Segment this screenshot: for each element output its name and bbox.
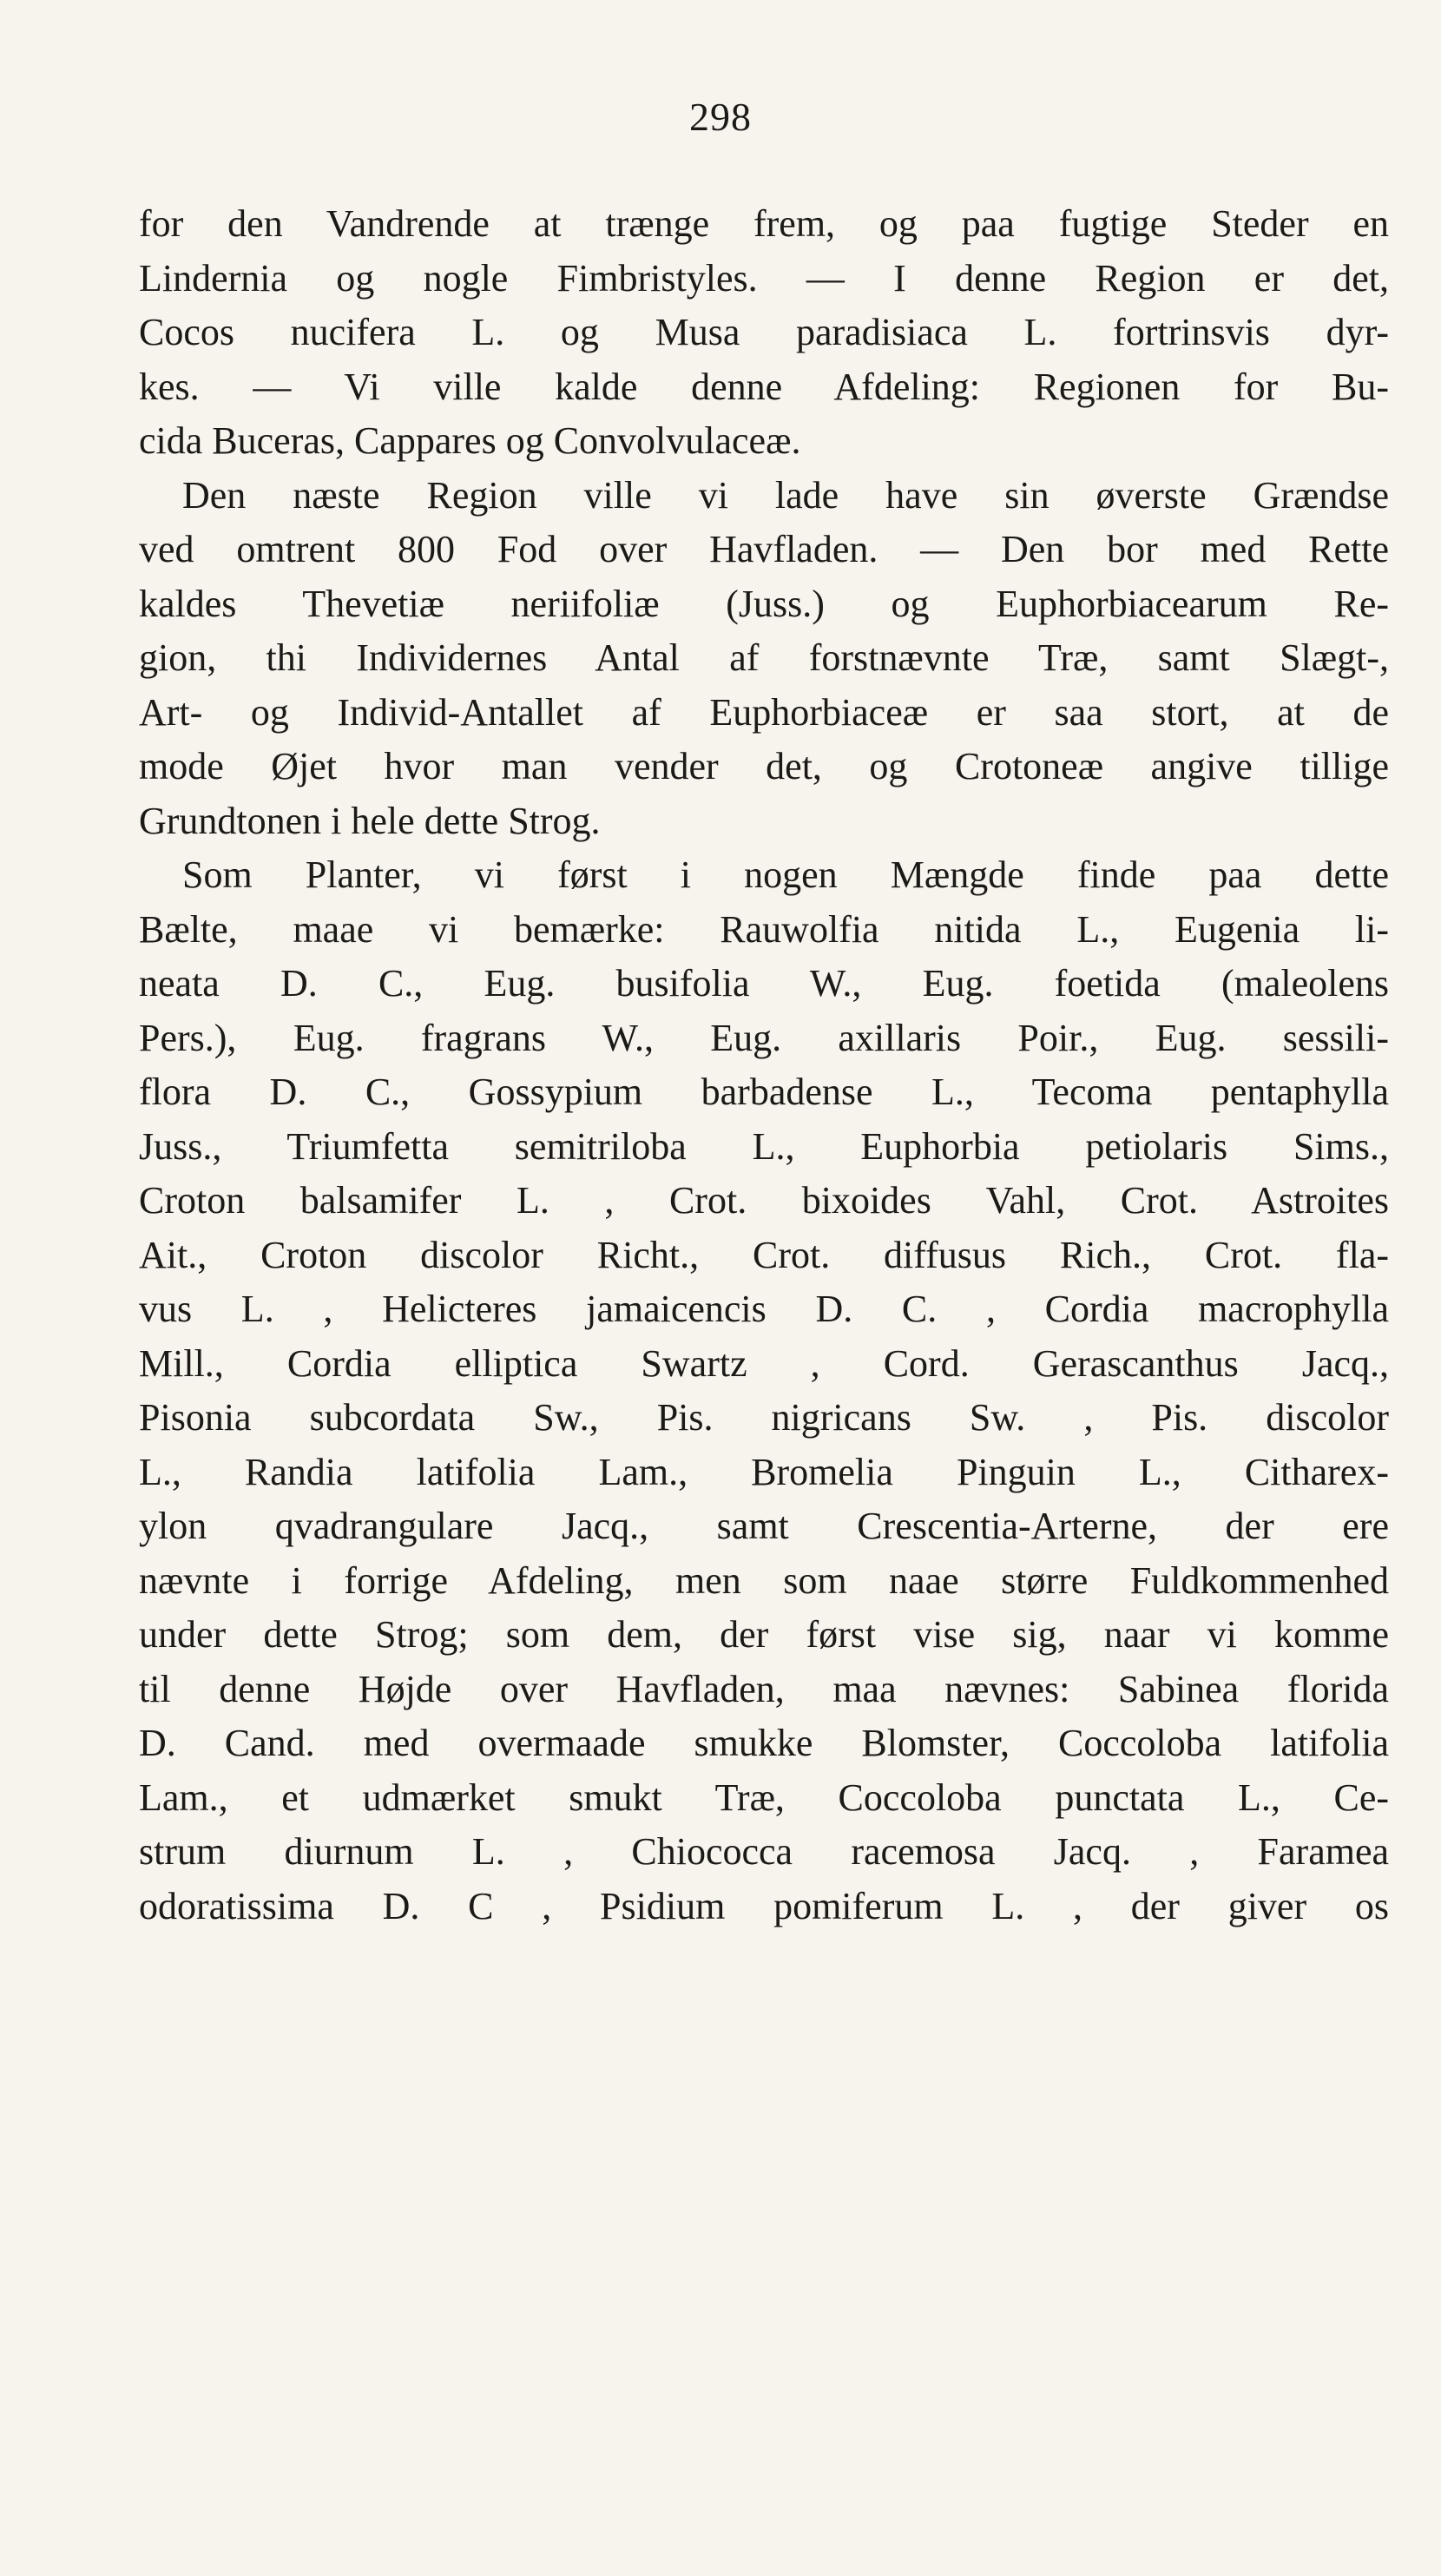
text-line: ved omtrent 800 Fod over Havfladen. — Den bor med Rette [139, 528, 1389, 570]
text-line: for den Vandrende at trænge frem, og paa fugtige Steder en [139, 202, 1389, 245]
text-line: Juss., Triumfetta semitriloba L., Euphorbia petiolaris Sims., [139, 1124, 1389, 1168]
text-line: cida Buceras, Cappares og Convolvulaceæ. [139, 419, 801, 462]
text-line: Cocos nucifera L. og Musa paradisiaca L. fortrinsvis dyr- [139, 311, 1389, 353]
text-line: Den næste Region ville vi lade have sin øverste Grændse [182, 473, 1389, 517]
text-line: Lam., et udmærket smukt Træ, Coccoloba punctata L., Ce- [139, 1776, 1389, 1819]
text-line: Mill., Cordia elliptica Swartz , Cord. Gerascanthus Jacq., [139, 1341, 1389, 1385]
text-line: mode Øjet hvor man vender det, og Crotoneæ angive tillige [139, 745, 1389, 787]
text-line: Som Planter, vi først i nogen Mængde finde paa dette [182, 853, 1389, 896]
text-line: gion, thi Individernes Antal af forstnævnte Træ, samt Slægt-, [139, 636, 1389, 679]
text-line: kes. — Vi ville kalde denne Afdeling: Regionen for Bu- [139, 365, 1389, 408]
text-line: neata D. C., Eug. busifolia W., Eug. foetida (maleolens [139, 962, 1389, 1005]
text-line: under dette Strog; som dem, der først vise sig, naar vi komme [139, 1613, 1389, 1656]
text-line: Pisonia subcordata Sw., Pis. nigricans Sw. , Pis. discolor [139, 1396, 1389, 1439]
text-line: Croton balsamifer L. , Crot. bixoides Vahl, Crot. Astroites [139, 1179, 1389, 1222]
text-line: L., Randia latifolia Lam., Bromelia Pinguin L., Citharex- [139, 1450, 1389, 1493]
text-line: Pers.), Eug. fragrans W., Eug. axillaris Poir., Eug. sessili- [139, 1016, 1389, 1059]
text-line: D. Cand. med overmaade smukke Blomster, Coccoloba latifolia [139, 1722, 1389, 1764]
body-text [139, 197, 1389, 1934]
text-line: odoratissima D. C , Psidium pomiferum L. , der giver os [139, 1884, 1389, 1927]
text-line: vus L. , Helicteres jamaicencis D. C. , Cordia macrophylla [139, 1288, 1389, 1330]
text-line: Ait., Croton discolor Richt., Crot. diffusus Rich., Crot. fla- [139, 1233, 1389, 1276]
text-line: strum diurnum L. , Chiococca racemosa Jacq. , Faramea [139, 1830, 1389, 1873]
text-line: Art- og Individ-Antallet af Euphorbiaceæ er saa stort, at de [139, 690, 1389, 734]
text-line: til denne Højde over Havfladen, maa nævnes: Sabinea florida [139, 1667, 1389, 1710]
text-line: nævnte i forrige Afdeling, men som naae større Fuldkommenhed [139, 1558, 1389, 1602]
text-line: ylon qvadrangulare Jacq., samt Crescentia-Arterne, der ere [139, 1505, 1389, 1547]
text-line: Bælte, maae vi bemærke: Rauwolfia nitida L., Eugenia li- [139, 907, 1389, 951]
text-line: kaldes Thevetiæ neriifoliæ (Juss.) og Euphorbiacearum Re- [139, 582, 1389, 625]
page-number: 298 [689, 95, 752, 139]
text-line: flora D. C., Gossypium barbadense L., Tecoma pentaphylla [139, 1071, 1389, 1113]
text-line: Lindernia og nogle Fimbristyles. — I denne Region er det, [139, 256, 1389, 300]
text-line: Grundtonen i hele dette Strog. [139, 799, 601, 842]
